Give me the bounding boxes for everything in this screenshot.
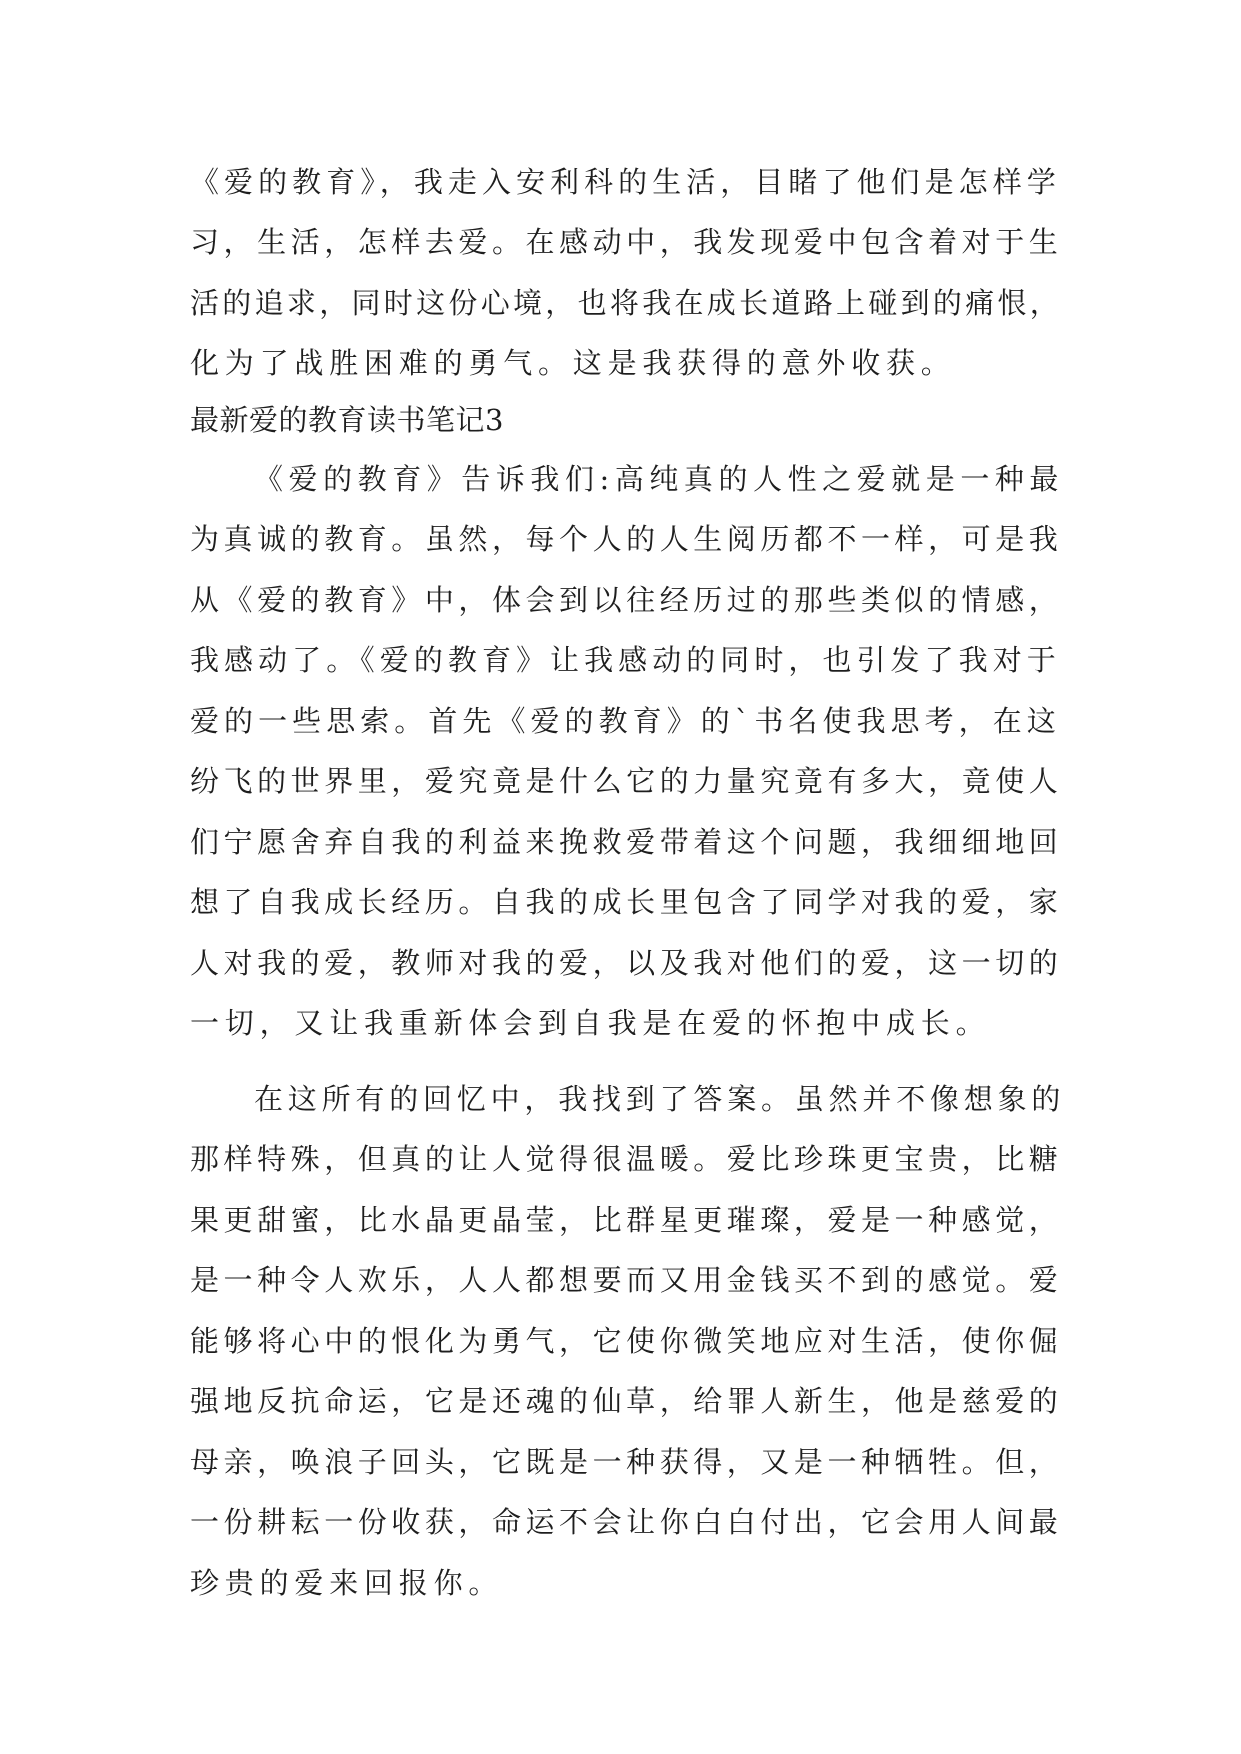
paragraph-line: 能够将心中的恨化为勇气，它使你微笑地应对生活，使你倔: [190, 1324, 1063, 1358]
paragraph-line: 是一种令人欢乐，人人都想要而又用金钱买不到的感觉。爱: [190, 1263, 1063, 1297]
paragraph-line: 在这所有的回忆中，我找到了答案。虽然并不像想象的: [254, 1082, 1066, 1116]
paragraph-line: 们宁愿舍弃自我的利益来挽救爱带着这个问题，我细细地回: [190, 825, 1063, 859]
paragraph-line: 一切，又让我重新体会到自我是在爱的怀抱中成长。: [190, 1006, 991, 1040]
paragraph-line: 爱的一些思索。首先《爱的教育》的`书名使我思考，在这: [190, 704, 1061, 738]
paragraph-line: 为真诚的教育。虽然，每个人的人生阅历都不一样，可是我: [190, 522, 1063, 556]
paragraph-line: 强地反抗命运，它是还魂的仙草，给罪人新生，他是慈爱的: [190, 1384, 1063, 1418]
paragraph-line: 果更甜蜜，比水晶更晶莹，比群星更璀璨，爱是一种感觉，: [190, 1203, 1063, 1237]
paragraph-line: 人对我的爱，教师对我的爱，以及我对他们的爱，这一切的: [190, 946, 1063, 980]
intro-line: 习，生活，怎样去爱。在感动中，我发现爱中包含着对于生: [190, 225, 1063, 259]
paragraph-line: 母亲，唤浪子回头，它既是一种获得，又是一种牺牲。但，: [190, 1445, 1063, 1479]
paragraph-line: 珍贵的爱来回报你。: [190, 1566, 504, 1600]
intro-line: 《爱的教育》，我走入安利科的生活，目睹了他们是怎样学: [190, 165, 1061, 199]
paragraph-line: 那样特殊，但真的让人觉得很温暖。爱比珍珠更宝贵，比糖: [190, 1142, 1063, 1176]
intro-line: 活的追求，同时这份心境，也将我在成长道路上碰到的痛恨，: [190, 286, 1063, 320]
paragraph-line: 纷飞的世界里，爱究竟是什么它的力量究竟有多大，竟使人: [190, 764, 1063, 798]
paragraph-line: 我感动了。《爱的教育》让我感动的同时，也引发了我对于: [190, 643, 1061, 677]
section-title: 最新爱的教育读书笔记3: [190, 403, 504, 437]
paragraph-line: 一份耕耘一份收获，命运不会让你白白付出，它会用人间最: [190, 1505, 1063, 1539]
paragraph-line: 从《爱的教育》中，体会到以往经历过的那些类似的情感，: [190, 583, 1063, 617]
paragraph-line: 想了自我成长经历。自我的成长里包含了同学对我的爱，家: [190, 885, 1063, 919]
paragraph-line: 《爱的教育》告诉我们:高纯真的人性之爱就是一种最: [254, 462, 1064, 496]
intro-line: 化为了战胜困难的勇气。这是我获得的意外收获。: [190, 346, 956, 380]
